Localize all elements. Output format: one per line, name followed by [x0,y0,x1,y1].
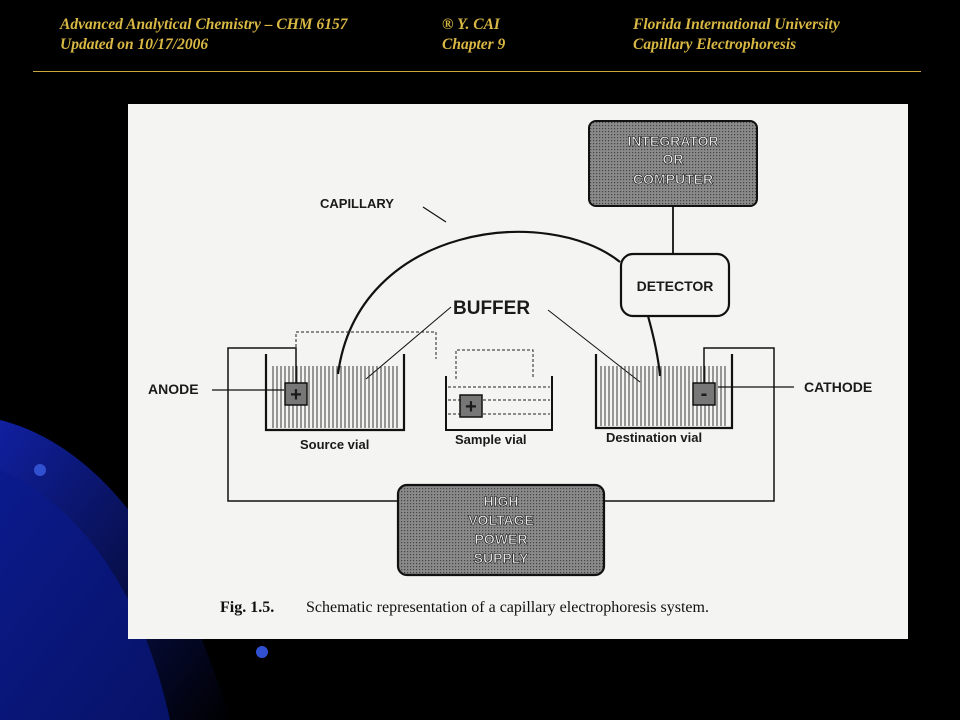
slide-header [60,15,920,59]
figure-number: Fig. 1.5. [220,599,275,616]
sample-vial-label: Sample vial [455,432,527,447]
capillary-label: CAPILLARY [320,196,394,211]
power-supply-label-2: VOLTAGE [468,512,534,528]
topic: Capillary Electrophoresis [633,36,797,53]
destination-vial-label: Destination vial [606,430,703,445]
chapter: Chapter 9 [442,36,506,53]
power-supply-label-3: POWER [474,531,528,547]
buffer-label: BUFFER [453,298,531,319]
header-divider [33,71,921,72]
plus-icon: + [290,384,302,406]
power-supply-label-4: SUPPLY [473,550,529,566]
cathode-label: CATHODE [804,379,873,395]
plus-icon: + [465,396,477,418]
integrator-label-2: OR [662,151,684,167]
university: Florida International University [633,16,840,33]
course-title: Advanced Analytical Chemistry – CHM 6157 [60,16,348,33]
detector-label: DETECTOR [636,278,714,294]
ce-diagram [128,104,908,639]
source-vial-label: Source vial [300,437,370,452]
anode-label: ANODE [148,381,199,397]
integrator-label-3: COMPUTER [632,171,714,187]
update-date: Updated on 10/17/2006 [60,36,209,53]
minus-icon: - [700,383,708,405]
author: ® Y. CAI [442,16,500,33]
integrator-label-1: INTEGRATOR [627,133,719,149]
dashed-link-source [296,332,436,362]
power-supply-label-1: HIGH [483,493,519,509]
capillary-leader [423,207,446,222]
dashed-link-sample [456,350,533,379]
ce-schematic-figure [128,104,908,639]
figure-caption: Schematic representation of a capillary electrophoresis system. [306,599,709,616]
